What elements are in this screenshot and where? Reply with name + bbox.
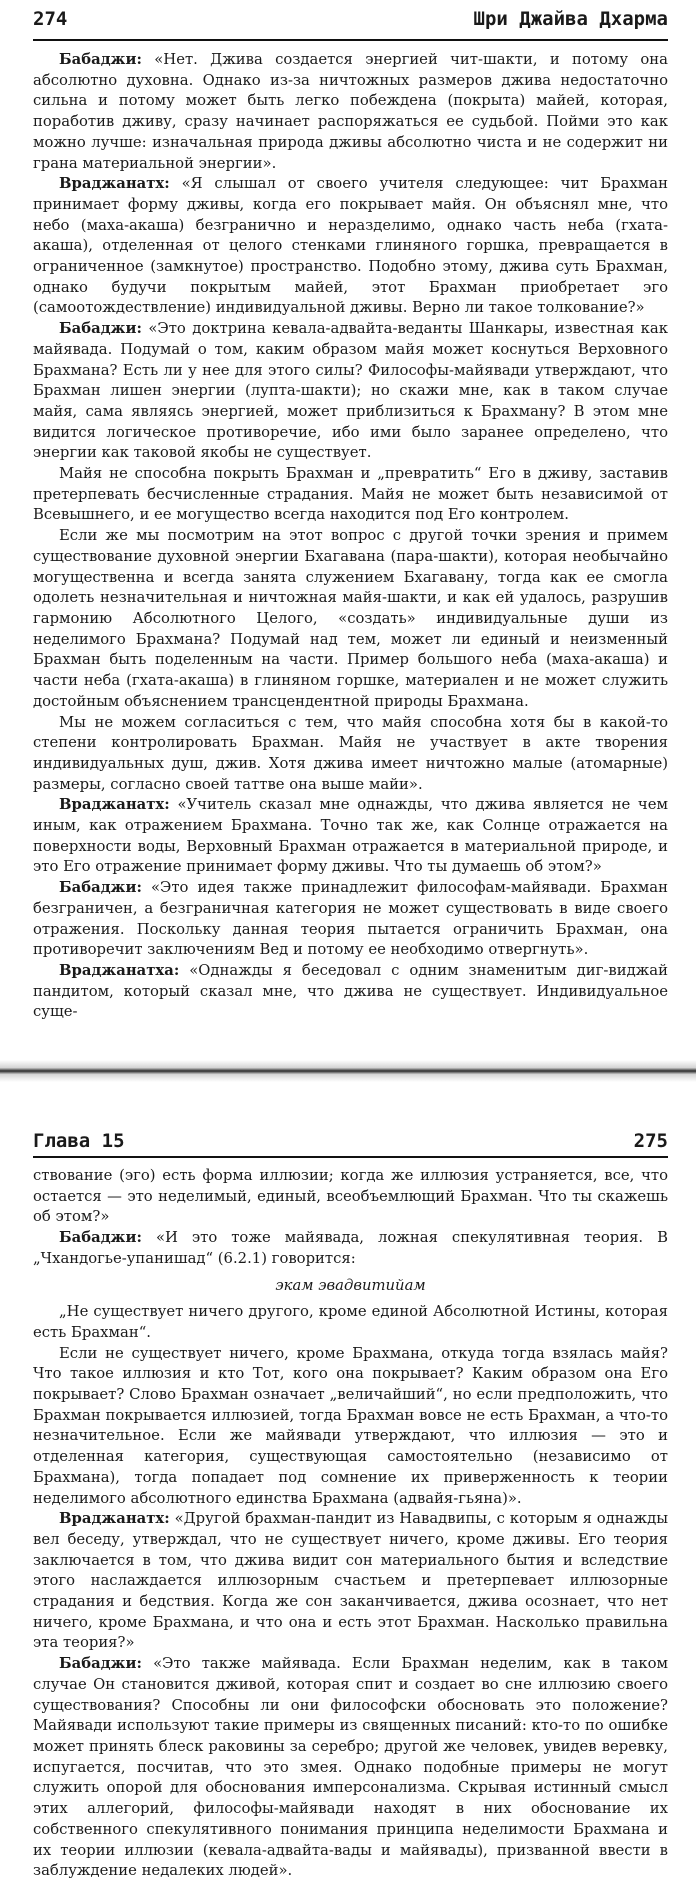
- page-body: [33, 50, 668, 1023]
- page-separator: [0, 1060, 696, 1082]
- page-number: 274: [33, 8, 68, 30]
- running-header: [33, 1126, 668, 1158]
- paragraph: Мы не можем согласиться с тем, что майя способна хотя бы в какой-то степени контролировать Брахман. Майя не участвует в акте творения индивидуальных душ, джив. Хотя джива имеет ничтожно малые (атомарные) размеры, согласно своей таттве она выше майи».: [33, 713, 668, 793]
- paragraph: „Не существует ничего другого, кроме единой Абсолютной Истины, которая есть Брахман“.: [33, 1303, 668, 1341]
- paragraph: Если не существует ничего, кроме Брахмана, откуда тогда взялась майя? Что такое иллюзия и кто Тот, кого она покрывает? Каким образом она Его покрывает? Слово Брахман означает „величайший“, но если предположить, что Брахман покрывается иллюзией, тогда Брахман вовсе не есть Брахман, а что-то незначительное. Если же майявади утверждают, что иллюзия — это и отделенная категория, существующая самостоятельно (независимо от Брахмана), тогда попадает под сомнение их приверженность к теории неделимого абсолютного единства Брахмана (адвайя-гьяна)».: [33, 1344, 668, 1507]
- paragraph: Бабаджи: «Это идея также принадлежит философам-майявади. Брахман безграничен, а безграничная категория не может существовать в виде своего отражения. Поскольку данная теория пытается ограничить Брахман, она противоречит заключениям Вед и потому ее необходимо отвергнуть».: [33, 879, 668, 959]
- running-title: Шри Джайва Дхарма: [473, 8, 668, 30]
- verse-line: экам эвадвитийам: [275, 1276, 426, 1294]
- paragraph: Если же мы посмотрим на этот вопрос с другой точки зрения и примем существование духовной энергии Бхагавана (пара-шакти), которая необычайно могущественна и всегда занята служением Бхагавану, тогда как ее смогла одолеть незначительная и ничтожная майя-шакти, и как ей удалось, разрушив гармонию Абсолютного Целого, «создать» индивидуальные души из неделимого Брахмана? Подумай над тем, может ли единый и неизменный Брахман быть поделенным на части. Пример большого неба (маха-акаша) и части неба (гхата-акаша) в глиняном горшке, материален и не может служить достойным объяснением трансцендентной природы Брахмана.: [33, 527, 668, 710]
- paragraph: Бабаджи: «И это тоже майявада, ложная спекулятивная теория. В „Чхандогье-упанишад“ (6.2.1) говорится:: [33, 1229, 668, 1267]
- paragraph: Бабаджи: «Это доктрина кевала-адвайта-веданты Шанкары, известная как майявада. Подумай о том, каким образом майя может коснуться Верховного Брахмана? Есть ли у нее для этого силы? Философы-майявади утверждают, что Брахман лишен энергии (лупта-шакти); но скажи мне, как в таком случае майя, сама являясь энергией, может приблизиться к Брахману? В этом мне видится логическое противоречие, ибо ими было заранее определено, что энергии как таковой якобы не существует.: [33, 320, 668, 462]
- running-header: [33, 0, 668, 41]
- page-number: 275: [633, 1130, 668, 1152]
- paragraph: Враджанатх: «Другой брахман-пандит из Навадвипы, с которым я однажды вел беседу, утверждал, что не существует ничего, кроме дживы. Его теория заключается в том, что джива видит сон материального бытия и вследствие этого наслаждается иллюзорным счастьем и претерпевает иллюзорные страдания и бедствия. Когда же сон заканчивается, джива осознает, что нет ничего, кроме Брахмана, и что она и есть этот Брахман. Насколько правильна эта теория?»: [33, 1510, 668, 1652]
- paragraph: Враджанатх: «Я слышал от своего учителя следующее: чит Брахман принимает форму дживы, когда его покрывает майя. Он объяснял мне, что небо (маха-акаша) безгранично и неразделимо, однако часть неба (гхата-акаша), отделенная от целого стенками глиняного горшка, превращается в ограниченное (замкнутое) пространство. Подобно этому, джива суть Брахман, однако будучи покрытым майей, этот Брахман приобретает эго (самоотождествление) индивидуальной дживы. Верно ли такое толкование?»: [33, 175, 668, 317]
- paragraph: Враджанатха: «Однажды я беседовал с одним знаменитым диг-виджай пандитом, который сказал мне, что джива не существует. Индивидуальное суще-: [33, 961, 668, 1021]
- page-body: [33, 1166, 668, 1882]
- paragraph: ствование (эго) есть форма иллюзии; когда же иллюзия устраняется, все, что остается — это неделимый, единый, всеобъемлющий Брахман. Что ты скажешь об этом?»: [33, 1167, 668, 1226]
- paragraph: Враджанатх: «Учитель сказал мне однажды, что джива является не чем иным, как отражением Брахмана. Точно так же, как Солнце отражается на поверхности воды, Верховный Брахман отражается в материальной природе, и это Его отражение принимает форму дживы. Что ты думаешь об этом?»: [33, 796, 668, 876]
- chapter-title: Глава 15: [33, 1130, 125, 1152]
- paragraph: Майя не способна покрыть Брахман и „превратить“ Его в дживу, заставив претерпевать бесчисленные страдания. Майя не может быть независимой от Всевышнего, и ее могущество всегда находится под Его контролем.: [33, 465, 668, 524]
- paragraph: Бабаджи: «Нет. Джива создается энергией чит-шакти, и потому она абсолютно духовна. Однако из-за ничтожных размеров джива недостаточно сильна и потому может быть легко побеждена (покрыта) майей, которая, поработив дживу, сразу начинает распоряжаться ее судьбой. Пойми это как можно лучше: изначальная природа дживы абсолютно чиста и не содержит ни грана материальной энергии».: [33, 51, 668, 172]
- page-275: [0, 1082, 696, 1896]
- paragraph: Бабаджи: «Это также майявада. Если Брахман неделим, как в таком случае Он становится дживой, которая спит и создает во сне иллюзию своего существования? Способны ли они философски обосновать это положение? Майявади используют такие примеры из священных писаний: кто-то по ошибке может принять блеск раковины за серебро; другой же человек, увидев веревку, испугается, посчитав, что это змея. Однако подобные примеры не могут служить опорой для обоснования имперсонализма. Скрывая истинный смысл этих аллегорий, философы-майявади находят в них обоснование их собственного спекулятивного понимания принципа неделимости Брахмана и их теории иллюзии (кевала-адвайта-вады и майявады), призванной ввести в заблуждение недалеких людей».: [33, 1655, 668, 1880]
